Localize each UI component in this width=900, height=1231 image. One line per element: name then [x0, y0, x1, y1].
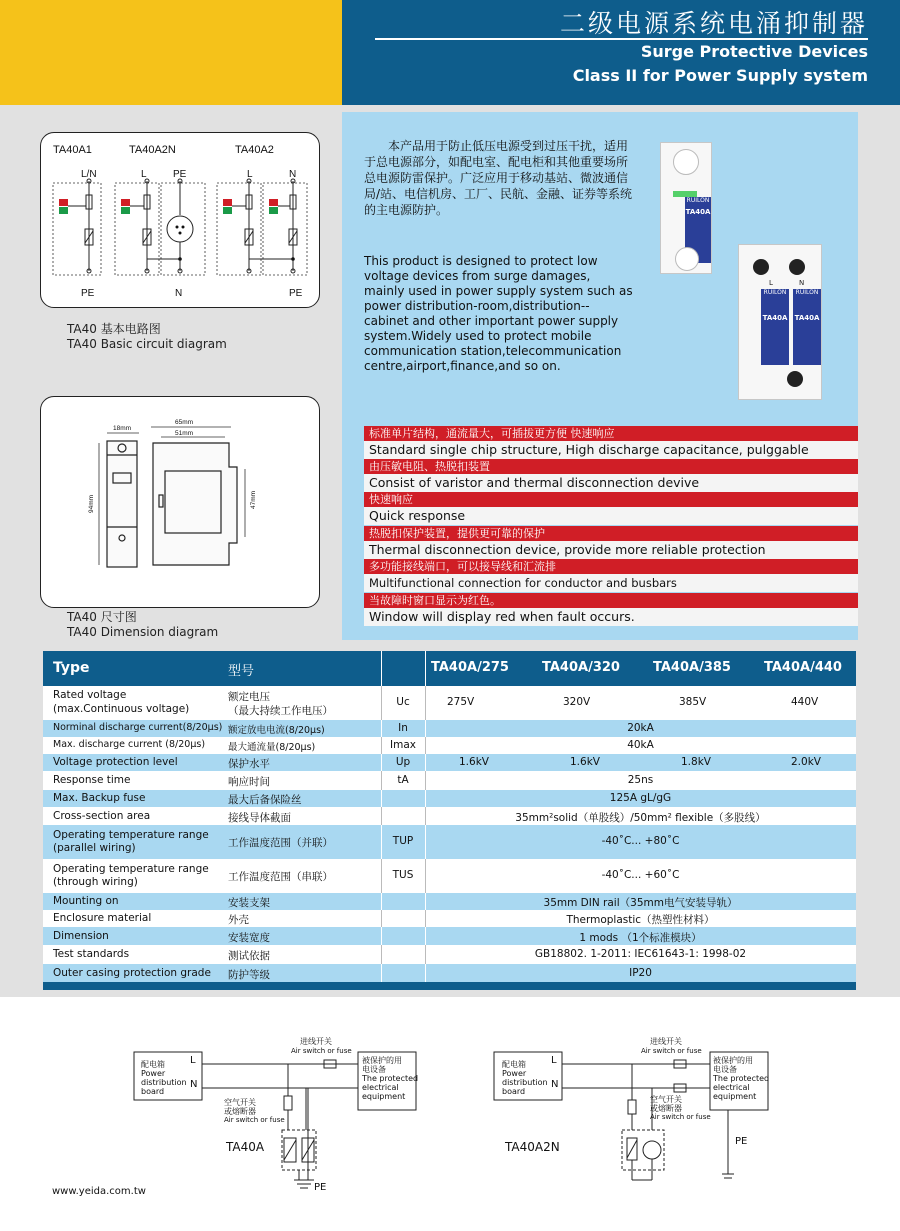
model-440: TA40A/440 — [764, 660, 842, 675]
svg-text:PE: PE — [173, 169, 187, 180]
svg-text:18mm: 18mm — [113, 425, 132, 432]
svg-text:PE: PE — [289, 288, 303, 299]
svg-text:94mm: 94mm — [88, 494, 95, 513]
table-row: Rated voltage (max.Continuous voltage) 额定电压 （最大持续工作电压） Uc 275V 320V 385V 440V — [43, 686, 856, 720]
model-385: TA40A/385 — [653, 660, 731, 675]
feature-en-3: Quick response — [364, 507, 858, 525]
page-title-en: Surge Protective Devices — [640, 42, 868, 61]
page-title-cn: 二级电源系统电涌抑制器 — [559, 9, 868, 38]
table-row: Max. Backup fuse 最大后备保险丝 125A gL/gG — [43, 790, 856, 807]
circuit-diagram-box — [40, 132, 320, 308]
circuit-caption: TA40 基本电路图 TA40 Basic circuit diagram — [67, 322, 227, 351]
table-row: Response time 响应时间 tA 25ns — [43, 771, 856, 790]
feature-en-5: Multifunctional connection for conductor and busbars — [364, 574, 858, 592]
circuit-diagram — [41, 133, 321, 309]
model-ta40a2n: TA40A2N — [129, 144, 176, 156]
svg-text:L: L — [141, 169, 147, 180]
svg-text:47mm: 47mm — [250, 490, 257, 509]
model-320: TA40A/320 — [542, 660, 620, 675]
spec-table — [43, 651, 856, 990]
header-yellow-block — [0, 0, 342, 105]
spec-table-footer-bar — [43, 982, 856, 990]
description-en: This product is designed to protect low voltage devices from surge damages, mainly used in power supply system such as power distribution-room,distribution--cabinet and other important power supply system.Widely used to protect mobile communication station,telecommunication centre,airport,finance,and so on. — [364, 254, 633, 373]
footer-url[interactable]: www.yeida.com.tw — [52, 1186, 146, 1197]
table-row: Outer casing protection grade 防护等级 IP20 — [43, 964, 856, 982]
svg-text:L/N: L/N — [81, 169, 97, 180]
svg-text:N: N — [175, 288, 183, 299]
table-row: Max. discharge current (8/20μs) 最大通流量(8/20μs) Imax 40kA — [43, 737, 856, 754]
feature-cn-4: 热脱扣保护装置，提供更可靠的保护 — [364, 526, 858, 541]
product-image-single: RUILON TA40A — [660, 142, 712, 274]
svg-text:N: N — [289, 169, 297, 180]
feature-cn-3: 快速响应 — [364, 492, 858, 507]
page-subtitle-en: Class II for Power Supply system — [572, 66, 868, 85]
feature-cn-5: 多功能接线端口，可以接导线和汇流排 — [364, 559, 858, 574]
feature-cn-2: 由压敏电阻、热脱扣装置 — [364, 459, 858, 474]
feature-en-6: Window will display red when fault occurs. — [364, 608, 858, 626]
description-panel — [342, 112, 858, 640]
table-row: Norminal discharge current(8/20μs) 额定放电电流(8/20μs) In 20kA — [43, 720, 856, 737]
feature-cn-6: 当故障时窗口显示为红色。 — [364, 593, 858, 608]
spec-table-header: Type 型号 TA40A/275 TA40A/320 TA40A/385 TA40A/440 — [43, 651, 856, 686]
table-row: Voltage protection level 保护水平 Up 1.6kV 1.6kV 1.8kV 2.0kV — [43, 754, 856, 771]
dimension-caption: TA40 尺寸图 TA40 Dimension diagram — [67, 610, 219, 639]
feature-cn-1: 标准单片结构，通流量大，可插拔更方便 快速响应 — [364, 426, 858, 441]
table-row: Operating temperature range (parallel wiring) 工作温度范围（并联） TUP -40˚C... +80˚C — [43, 825, 856, 859]
feature-en-4: Thermal disconnection device, provide more reliable protection — [364, 541, 858, 559]
svg-text:L: L — [247, 169, 253, 180]
model-ta40a2: TA40A2 — [235, 144, 274, 156]
description-cn: 本产品用于防止低压电源受到过压干扰，适用于总电源部分，如配电室、配电柜和其他重要场所总电源防雷保护。广泛应用于移动基站、微波通信局/站、电信机房、工厂、民航、金融、证券等系统的主电源防护。 — [364, 139, 633, 217]
wiring-model-right: TA40A2N — [505, 1140, 560, 1154]
dimension-diagram-box — [40, 396, 320, 608]
table-row: Operating temperature range (through wiring) 工作温度范围（串联） TUS -40˚C... +60˚C — [43, 859, 856, 893]
wiring-model-left: TA40A — [226, 1140, 265, 1154]
table-row: Test standards 测试依据 GB18802. 1-2011: IEC61643-1: 1998-02 — [43, 945, 856, 964]
svg-text:65mm: 65mm — [175, 419, 194, 426]
model-ta40a1: TA40A1 — [53, 144, 92, 156]
product-image-double: L N RUILON TA40A RUILON TA40A — [738, 244, 822, 400]
table-row: Mounting on 安装支架 35mm DIN rail（35mm电气安装导轨） — [43, 893, 856, 910]
dimension-diagram — [41, 397, 321, 609]
model-275: TA40A/275 — [431, 660, 509, 675]
table-row: Enclosure material 外壳 Thermoplastic（热塑性材料） — [43, 910, 856, 927]
feature-en-2: Consist of varistor and thermal disconnection devive — [364, 474, 858, 492]
svg-text:51mm: 51mm — [175, 430, 194, 437]
table-row: Cross-section area 接线导体截面 35mm²solid（单股线）/50mm² flexible（多股线） — [43, 807, 856, 825]
svg-text:PE: PE — [81, 288, 95, 299]
feature-en-1: Standard single chip structure, High discharge capacitance, pulggable — [364, 441, 858, 459]
table-row: Dimension 安装宽度 1 mods （1个标准模块） — [43, 927, 856, 945]
